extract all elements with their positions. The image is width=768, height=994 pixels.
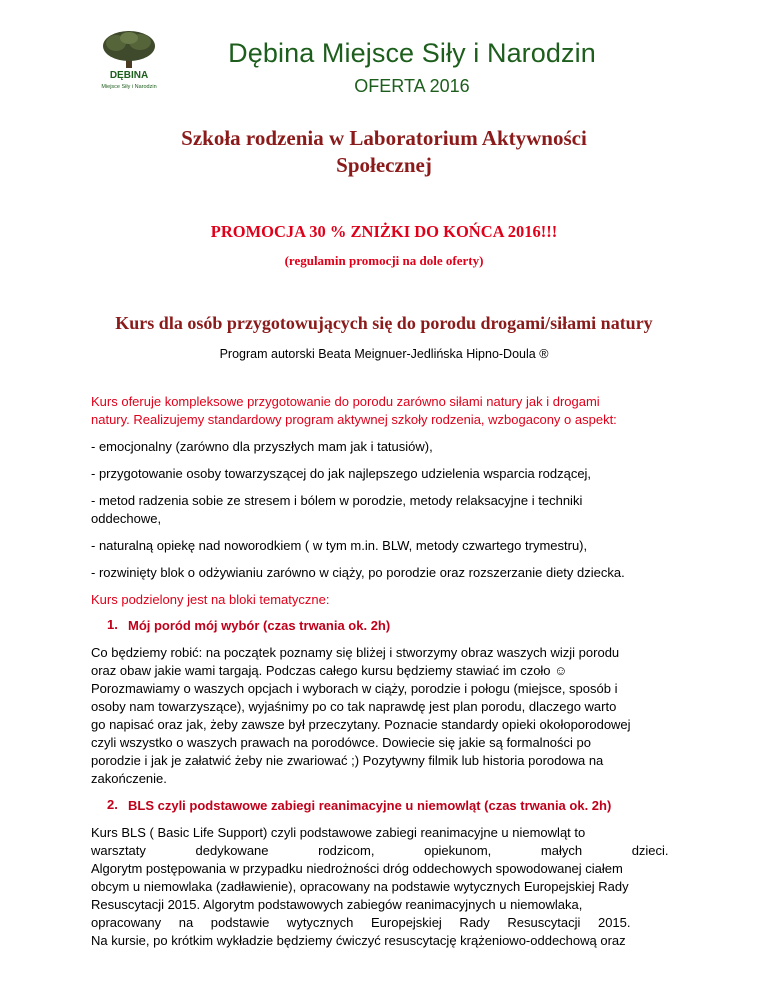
list-item-newborn: - naturalną opiekę nad noworodkiem ( w tym m.in. BLW, metody czwartego trymestru), — [91, 538, 588, 553]
section-1-line: Co będziemy robić: na początek poznamy się bliżej i stworzymy obraz waszych wizji porodu — [91, 645, 620, 660]
brand-title: Dębina Miejsce Siły i Narodzin — [228, 38, 596, 68]
section-2-line: Kurs BLS ( Basic Life Support) czyli podstawowe zabiegi reanimacyjne u niemowląt to — [91, 825, 586, 840]
list-item-nutrition: - rozwinięty blok o odżywianiu zarówno w ciąży, po porodzie oraz rozszerzanie diety dziecka. — [91, 565, 625, 580]
section-1-line: zakończenie. — [91, 771, 167, 786]
list-item-companion: - przygotowanie osoby towarzyszącej do jak najlepszego udzielenia wsparcia rodzącej, — [91, 466, 592, 481]
section-2-line: Resuscytacji 2015. Algorytm podstawowych zabiegów reanimacyjnych u niemowlaka, — [91, 897, 583, 912]
brand-subtitle: OFERTA 2016 — [354, 76, 470, 96]
intro-line-2: natury. Realizujemy standardowy program aktywnej szkoły rodzenia, wzbogacony o aspekt: — [91, 412, 617, 427]
intro-line-1: Kurs oferuje kompleksowe przygotowanie do porodu zarówno siłami natury jak i drogami — [91, 394, 600, 409]
section-1-line: Porozmawiamy o waszych opcjach i wyborach w ciąży, porodzie i połogu (miejsce, sposób i — [91, 681, 618, 696]
svg-text:Miejsce Siły i Narodzin: Miejsce Siły i Narodzin — [101, 84, 157, 90]
course-author: Program autorski Beata Meignuer-Jedlińska Hipno-Doula ® — [219, 347, 549, 361]
section-1-line: osoby nam towarzyszące), wyjaśnimy po co tak naprawdę jest plan porodu, dlaczego warto — [91, 699, 617, 714]
section-1-line: oraz obaw jakie wami targają. Podczas całego kursu będziemy stawiać im czoło ☺ — [91, 663, 568, 678]
list-item-stress-a: - metod radzenia sobie ze stresem i bólem w porodzie, metody relaksacyjne i techniki — [91, 493, 583, 508]
section-1-line: go napisać oraz jak, żeby zawsze był przeczytany. Poznacie standardy opieki okołoporodowej — [91, 717, 631, 732]
blocks-intro: Kurs podzielony jest na bloki tematyczne: — [91, 592, 330, 607]
section-2-line: obcym u niemowlaka (zadławienie), opracowany na podstawie wytycznych Europejskiej Rady — [91, 879, 629, 894]
section-1-number: 1. — [107, 617, 118, 632]
promo-title: PROMOCJA 30 % ZNIŻKI DO KOŃCA 2016!!! — [210, 222, 558, 241]
section-2-number: 2. — [107, 797, 118, 812]
main-heading-line2: Społecznej — [336, 153, 432, 177]
section-2-line: opracowany na podstawie wytycznych Europejskiej Rady Resuscytacji 2015. — [91, 915, 631, 930]
section-2-line: Algorytm postępowania w przypadku niedrożności dróg oddechowych spowodowanej ciałem — [91, 861, 623, 876]
section-2-line: warsztaty dedykowane rodzicom, opiekunom, małych dzieci. — [91, 843, 669, 858]
section-2-title: BLS czyli podstawowe zabiegi reanimacyjne u niemowląt (czas trwania ok. 2h) — [128, 798, 612, 813]
course-title: Kurs dla osób przygotowujących się do porodu drogami/siłami natury — [115, 313, 653, 333]
main-heading-line1: Szkoła rodzenia w Laboratorium Aktywności — [181, 126, 587, 150]
svg-text:DĘBINA: DĘBINA — [109, 70, 149, 81]
list-item-stress-b: oddechowe, — [91, 511, 162, 526]
section-1-line: porodzie i jak je załatwić żeby nie zwariować ;) Pozytywny filmik lub historia porodowa na — [91, 753, 604, 768]
section-2-line: Na kursie, po krótkim wykładzie będziemy ćwiczyć resuscytację krążeniowo-oddechową oraz — [91, 933, 626, 948]
section-1-line: czyli wszystko o waszych prawach na porodówce. Dowiecie się jakie są formalności po — [91, 735, 591, 750]
section-1-title: Mój poród mój wybór (czas trwania ok. 2h) — [128, 618, 391, 633]
debina-logo — [96, 28, 162, 92]
list-item-emotional: - emocjonalny (zarówno dla przyszłych mam jak i tatusiów), — [91, 439, 433, 454]
promo-note: (regulamin promocji na dole oferty) — [284, 253, 484, 268]
